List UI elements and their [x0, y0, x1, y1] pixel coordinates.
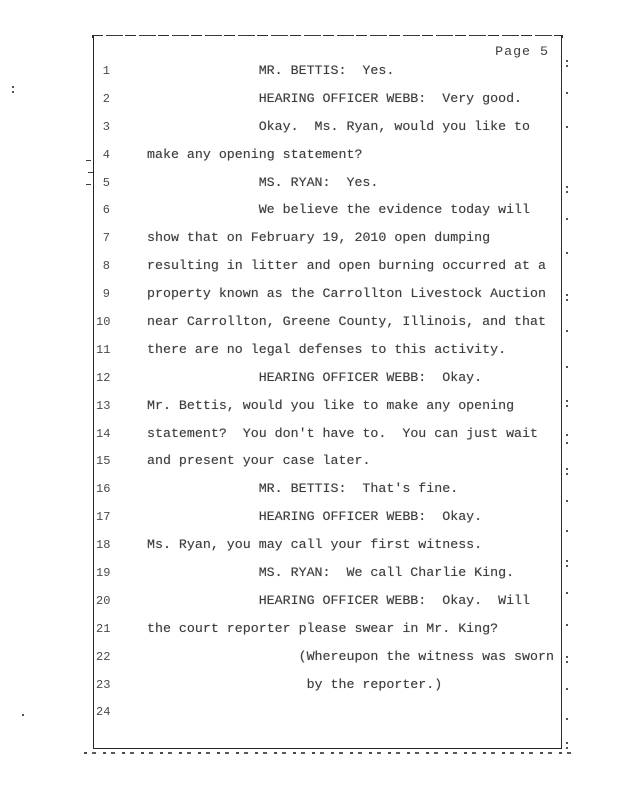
line-text: MR. BETTIS: Yes. — [258, 63, 395, 78]
transcript-line — [94, 313, 561, 341]
transcript-line — [94, 703, 561, 731]
transcript-line — [94, 62, 561, 90]
line-number: 20 — [96, 593, 111, 608]
line-text: statement? You don't have to. You can just wait — [147, 425, 538, 441]
line-number: 6 — [102, 203, 110, 218]
line-text: We believe the evidence today will — [258, 202, 531, 218]
line-number: 22 — [96, 649, 111, 664]
transcript-line — [94, 341, 561, 369]
line-text: resulting in litter and open burning occurred at a — [147, 258, 546, 274]
line-text: property known as the Carrollton Livestock Auction — [147, 286, 546, 302]
scan-speck — [566, 92, 568, 94]
scan-speck — [566, 400, 568, 402]
line-number: 2 — [102, 91, 110, 106]
transcript-line — [94, 648, 561, 676]
scan-speck — [566, 468, 568, 470]
scan-speck — [566, 656, 568, 658]
line-number: 9 — [102, 287, 110, 302]
scan-speck — [566, 500, 568, 502]
scan-speck — [566, 218, 568, 220]
transcript-line — [94, 397, 561, 425]
transcript-line — [94, 118, 561, 146]
scan-speck — [566, 366, 568, 368]
transcript-lines — [94, 62, 561, 731]
line-number: 1 — [102, 64, 110, 78]
line-number: 12 — [96, 370, 111, 385]
scan-speck — [566, 718, 568, 720]
scan-speck — [566, 560, 568, 562]
scan-speck — [566, 624, 568, 626]
scan-speck — [86, 160, 91, 161]
line-number: 19 — [96, 566, 111, 581]
transcript-line — [94, 174, 561, 202]
line-text: make any opening statement? — [147, 146, 363, 162]
line-number: 8 — [102, 259, 110, 274]
scan-speck — [566, 126, 568, 128]
transcript-line — [94, 592, 561, 620]
line-number: 15 — [96, 454, 111, 469]
transcript-line — [94, 229, 561, 257]
scan-speck — [566, 530, 568, 532]
line-text: HEARING OFFICER WEBB: Very good. — [258, 90, 523, 106]
scan-speck — [86, 184, 91, 185]
transcript-line — [94, 201, 561, 229]
transcript-line — [94, 90, 561, 118]
scan-speck — [566, 186, 568, 188]
page-border-box — [93, 36, 562, 749]
line-number: 5 — [102, 175, 110, 190]
line-number: 10 — [96, 315, 111, 330]
line-number: 16 — [96, 482, 111, 497]
scan-edge-bottom — [84, 752, 576, 754]
transcript-line — [94, 676, 561, 704]
transcript-line — [94, 369, 561, 397]
scan-speck — [566, 742, 568, 744]
page-number: Page 5 — [495, 44, 549, 59]
transcript-line — [94, 564, 561, 592]
line-number: 18 — [96, 538, 111, 553]
scan-speck — [12, 86, 14, 88]
scan-speck — [566, 442, 568, 444]
line-number: 17 — [96, 510, 111, 525]
scan-speck — [566, 434, 568, 436]
transcript-line — [94, 146, 561, 174]
line-text: show that on February 19, 2010 open dumping — [147, 230, 491, 246]
transcript-line — [94, 620, 561, 648]
line-number: 3 — [102, 119, 110, 134]
scan-speck — [88, 172, 93, 173]
line-number: 13 — [96, 398, 111, 413]
line-number: 23 — [96, 677, 111, 692]
scan-speck — [566, 330, 568, 332]
line-text: Ms. Ryan, you may call your first witness. — [147, 537, 483, 553]
transcript-line — [94, 508, 561, 536]
transcript-line — [94, 536, 561, 564]
line-text: HEARING OFFICER WEBB: Okay. — [258, 509, 483, 525]
line-number: 4 — [102, 147, 110, 162]
line-text: Okay. Ms. Ryan, would you like to — [258, 118, 531, 134]
scan-speck — [566, 294, 568, 296]
scan-speck — [22, 714, 24, 716]
transcript-line — [94, 257, 561, 285]
line-text: near Carrollton, Greene County, Illinois, and that — [147, 314, 546, 330]
line-text: HEARING OFFICER WEBB: Okay. — [258, 369, 483, 385]
scan-speck — [566, 592, 568, 594]
line-text: there are no legal defenses to this activity. — [147, 341, 507, 357]
transcript-line — [94, 425, 561, 453]
line-text: by the reporter.) — [306, 676, 443, 692]
line-number: 24 — [96, 705, 111, 720]
line-text: MR. BETTIS: That's fine. — [258, 481, 459, 497]
line-number: 14 — [96, 426, 111, 441]
scan-speck — [566, 252, 568, 254]
scan-speck — [566, 60, 568, 62]
transcript-line — [94, 452, 561, 480]
line-text: HEARING OFFICER WEBB: Okay. Will — [258, 592, 531, 608]
line-number: 21 — [96, 621, 111, 636]
line-text: the court reporter please swear in Mr. King? — [147, 620, 499, 636]
line-text: and present your case later. — [147, 453, 371, 469]
transcript-line — [94, 285, 561, 313]
line-number: 7 — [102, 231, 110, 246]
line-number: 11 — [96, 342, 111, 357]
line-text: MS. RYAN: We call Charlie King. — [258, 565, 515, 581]
line-text: (Whereupon the witness was sworn — [298, 648, 554, 664]
line-text: MS. RYAN: Yes. — [258, 174, 379, 190]
transcript-line — [94, 480, 561, 508]
line-text: Mr. Bettis, would you like to make any opening — [147, 397, 515, 413]
scan-speck — [566, 688, 568, 690]
